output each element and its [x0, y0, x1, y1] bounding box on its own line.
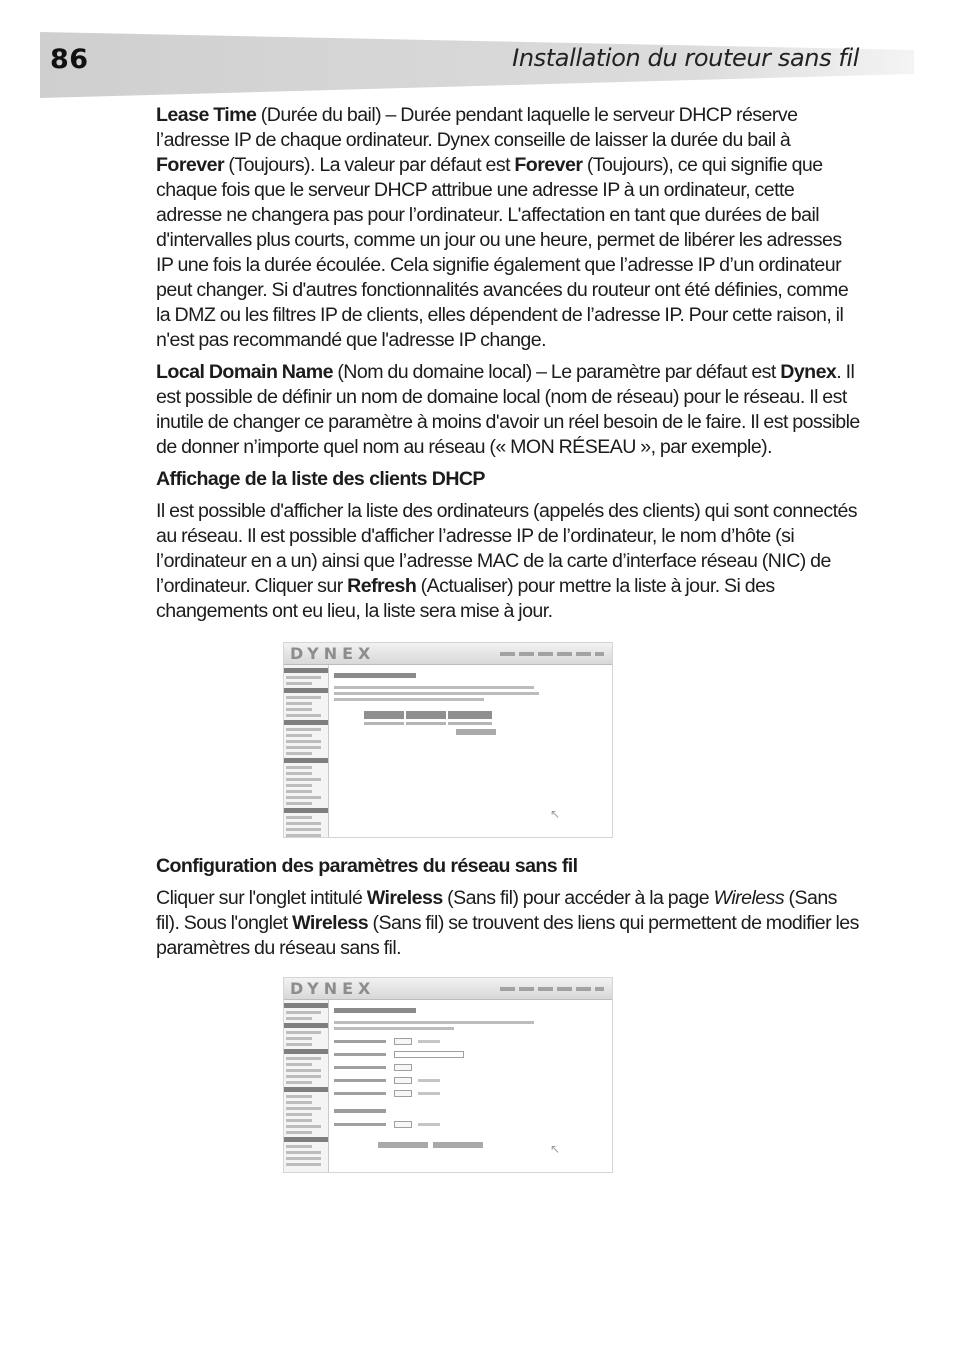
- refresh-term: Refresh: [347, 575, 417, 597]
- wireless-paragraph: [156, 886, 862, 961]
- local-domain-term: Local Domain Name: [156, 361, 333, 383]
- wireless-text-2: (Sans fil) pour accéder à la page: [442, 887, 714, 909]
- screenshot-main: [334, 1004, 606, 1166]
- dynex-term: Dynex: [780, 361, 837, 383]
- dhcp-list-text-2: (Actualiser) pour mettre la liste à jour. Si des changements ont eu lieu, la liste sera mise à jour.: [156, 575, 775, 622]
- wireless-term-2: Wireless: [292, 912, 369, 934]
- wireless-text-1: Cliquer sur l'onglet intitulé: [156, 887, 367, 909]
- local-domain-text-2: . Il est possible de définir un nom de domaine local (nom de réseau) pour le réseau. Il est inutile de changer ce paramètre à moins d'avoir un réel besoin de le faire. Il est possible de donner n’importe quel nom au réseau (« MON RÉSEAU », par exemple).: [156, 361, 860, 458]
- wireless-term-1: Wireless: [366, 887, 443, 909]
- screenshot-main: [334, 669, 606, 831]
- top-nav-links: [500, 987, 604, 991]
- page-content: [156, 103, 862, 1173]
- screenshot-topbar: [284, 978, 612, 1000]
- wireless-settings-heading: Configuration des paramètres du réseau sans fil: [156, 855, 578, 877]
- dhcp-list-heading: Affichage de la liste des clients DHCP: [156, 468, 485, 490]
- running-title: Installation du routeur sans fil: [512, 44, 859, 72]
- dhcp-list-text-1: Il est possible d'afficher la liste des ordinateurs (appelés des clients) qui sont connectés au réseau. Il est possible d'afficher l’adresse IP de l’ordinateur, le nom d’hôte (si l’ordinateur en a un) ainsi que l’adresse MAC de la carte d’interface réseau (NIC) de l’ordinateur. Cliquer sur: [156, 500, 858, 597]
- wireless-page-name: Wireless: [713, 887, 785, 909]
- page-number: 86: [50, 44, 89, 75]
- wireless-channel-ssid-screenshot: [283, 977, 613, 1173]
- forever-term-2: Forever: [514, 154, 583, 176]
- top-nav-links: [500, 652, 604, 656]
- forever-term-1: Forever: [156, 154, 225, 176]
- dynex-logo: DYNEX: [290, 979, 376, 998]
- lease-time-paragraph: [156, 103, 862, 353]
- lease-time-text-1: (Durée du bail) – Durée pendant laquelle le serveur DHCP réserve l’adresse IP de chaque ordinateur. Dynex conseille de laisser la durée du bail à: [156, 104, 798, 151]
- screenshot-sidebar: [284, 1000, 329, 1172]
- lease-time-text-2: (Toujours). La valeur par défaut est: [224, 154, 515, 176]
- dhcp-list-paragraph: [156, 499, 862, 624]
- lease-time-text-3: (Toujours), ce qui signifie que chaque fois que le serveur DHCP attribue une adresse IP à un ordinateur, cette adresse ne changera pas pour l’ordinateur. L'affectation en tant que durées de bail d'intervalles plus courts, comme un jour ou une heure, permet de libérer les adresses IP une fois la durée écoulée. Cela signifie également que l’adresse IP d’un ordinateur peut changer. Si d'autres fonctionnalités avancées du routeur ont été définies, comme la DMZ ou les filtres IP de clients, elles dépendent de l’adresse IP. Pour cette raison, il n'est pas recommandé que l'adresse IP change.: [156, 154, 849, 351]
- screenshot-sidebar: [284, 665, 329, 837]
- screenshot-topbar: [284, 643, 612, 665]
- wireless-text-4: (Sans fil) se trouvent des liens qui permettent de modifier les paramètres du réseau sans fil.: [156, 912, 859, 959]
- lease-time-term: Lease Time: [156, 104, 257, 126]
- mouse-pointer-icon: ↖: [549, 807, 560, 821]
- dynex-logo: DYNEX: [290, 644, 376, 663]
- local-domain-text-1: (Nom du domaine local) – Le paramètre par défaut est: [332, 361, 781, 383]
- mouse-pointer-icon: ↖: [549, 1142, 560, 1156]
- wireless-text-3: (Sans fil). Sous l'onglet: [156, 887, 837, 934]
- dhcp-client-list-screenshot: [283, 642, 613, 838]
- local-domain-paragraph: [156, 360, 862, 460]
